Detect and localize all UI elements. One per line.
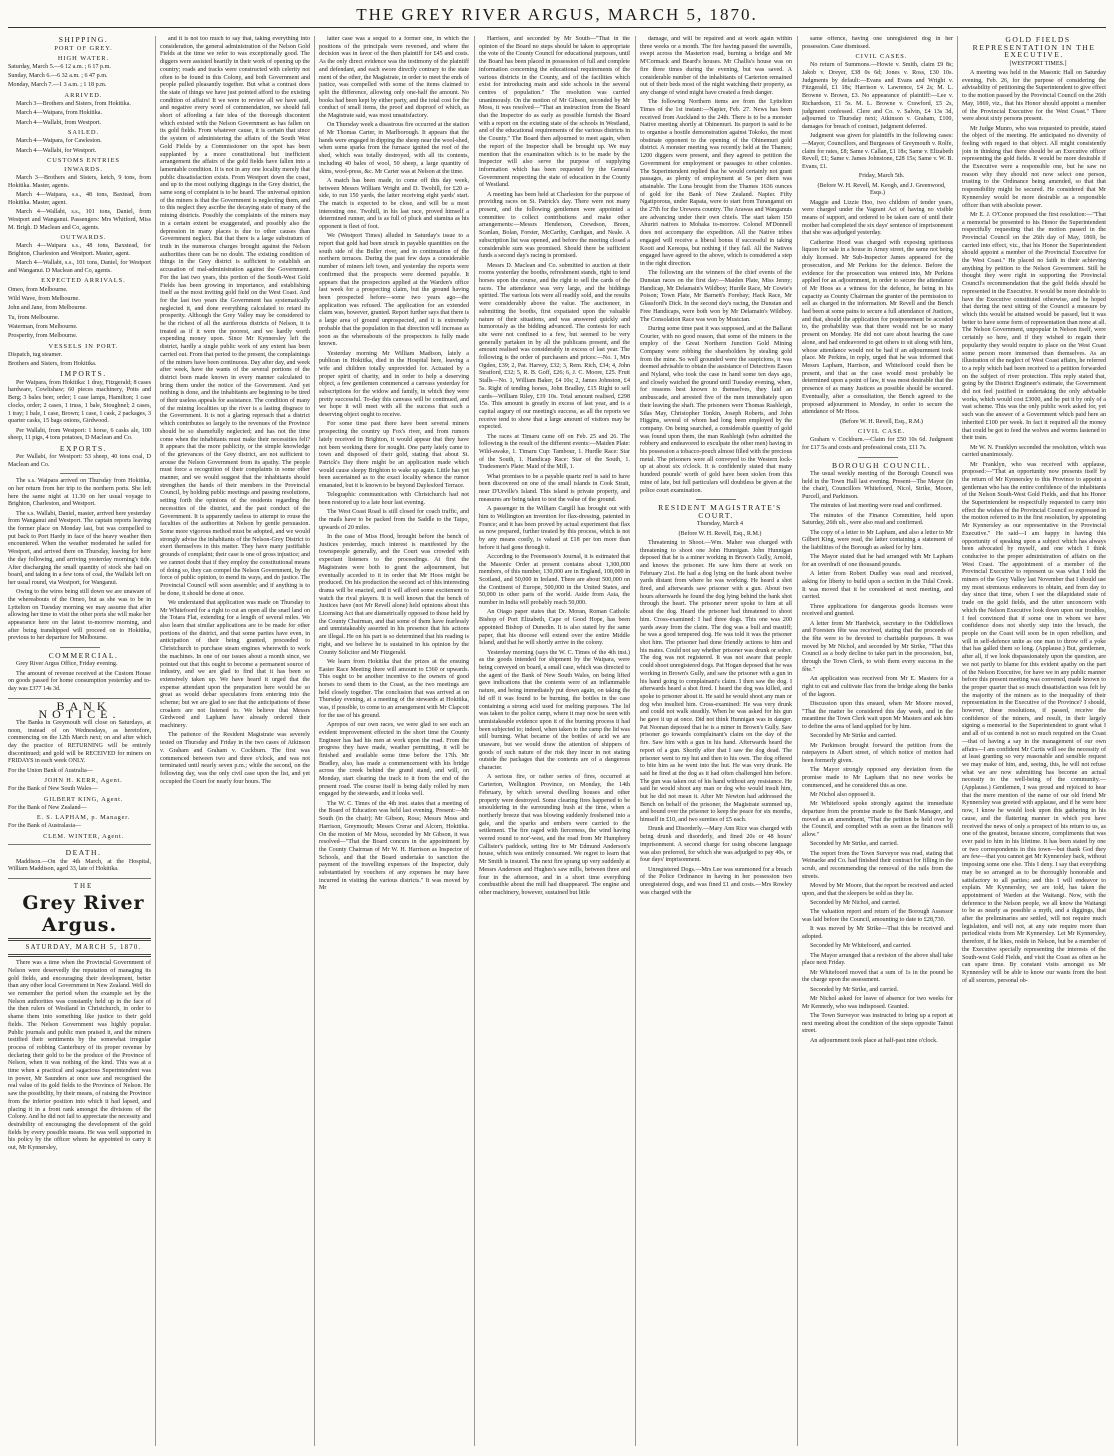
council-minute: The valuation report and return of the Borough Assessor was laid before the Council, amounting to date to £28,730.	[802, 909, 953, 924]
article-paragraph: What promises to be a payable quartz reef is said to have been discovered on one of the small islands in Cook Strait, near D'Urville's Island. This island is private property, and measures are being taken to test the value of the ground.	[479, 473, 630, 503]
column-6	[802, 36, 953, 1448]
bank-signature: For the Bank of Australasia—	[8, 823, 82, 830]
shipping-note: The s.s. Wallabi, Daniel, master, arrived here yesterday from Wanganui and Westport. The captain reports leaving the former place on Monday last, but was compelled to put back to Port Hardy in face of the heavy weather then encountered. When the weather moderated he sailed for Westport, and arrived there on Thursday, leaving for here the day following, and arriving yesterday morning's tide. After discharging the small quantity of stock she had on board, and taking in a few tons of coal, the Wallabi left on her usual round, via Westport, for Wanganui.	[8, 510, 151, 586]
council-minute: An application was received from Mr E. Masters for a right to cut and cultivate flax from the bridge along the banks of the lagoon.	[802, 676, 953, 698]
article-paragraph: Messrs D. Maclean and Co. submitted to auction at their rooms yesterday the booths, refreshment stands, right to tend horses upon the course, and the right to sell the cards of the races. The attendance was very large, and the biddings spirited. The various lots were all readily sold, and the results were considerably above the value. The auctioneer, in submitting the booths, first expatiated upon the valuable nature of their situations, and was answered quickly and humorously as the bidding advanced. The contests for each site were not confined to a few, but seemed to be very generally partaken in by all the publicans present, and the amount realised was considerably in excess of last year. The following is the order of purchasers and prices:—No. 1, Mrs Ogden, £39; 2, Pat. Harvey, £32; 3, Rem. Rich, £34; 4, John Stratford, £32; 5, R. B. Goff, £26; 6, J. C. Moore, £25. Fruit Stalls—No. 1, William Baker, £4 10s; 2, James Johnston, £4 5s. Right of tending horses, John Bradley, £15 Right to sell cards—William Riley, £19 10s. Total amount realised, £298 15s. This amount is greatly in excess of last year, and is a capital augury of our meeting's success, as all the reports we receive tend to show that a large amount of visitors may be expected.	[479, 262, 630, 431]
article-paragraph: Mr Judge Munro, who was requested to preside, stated the object of the meeting. He anticipated no diversity of feeling with regard to that object. All might consistently join in thinking that there should be an Executive officer representing the gold fields. It would be more desirable if the Executive were a responsible one, but he saw no reason why they should not now select one person, trusting to the Ordinance being amended, so that that responsibility might be secured. He considered that Mr Kynnersley would be more desirable as a responsible officer than with absolute power.	[962, 125, 1106, 209]
council-minute: Mr Whitefoord spoke strongly against the immediate departure from the promise made to the Bank Manager, and moved as an amendment, "That the petition be held over by the Council, and complied with as soon as the finances will allow."	[802, 801, 953, 839]
council-minute: Moved by Mr Moore, that the report be received and acted upon, and that the sleepers be sold as they lie.	[802, 883, 953, 897]
commercial-office: Grey River Argus Office, Friday evening.	[16, 661, 118, 668]
outwards-item: March 4—Wallabi, s.s., 101 tons, Daniel, for Westport and Wanganui. D Maclean and Co, agents.	[8, 260, 151, 275]
civil-case: Judgment was given for plaintiffs in the following cases:—Mayor, Councillors, and Burgesses of Greymouth v. Rolfe, claim for rates, £8; Same v. Callan, £1 18s; Same v. Elizabeth Revell, £1; Same v. James Johnstone, £28 15s; Same v. W. B. Evans, £1.	[802, 133, 953, 171]
column-rule	[957, 36, 958, 1446]
article-paragraph: A meeting has been held at Charleston for the purpose of providing races on St. Patrick's day. There were not many present, and the following gentlemen were appointed a committee to collect contributions and make other arrangements:—Messrs Henderson, Crewdson, Breen, Scanlan, Bolan, Forster, McCarthy, Cardigan, and Neale. A subscription list was opened, and before the meeting closed a considerable sum was promised. Should there be sufficient funds a second day's racing is promised.	[479, 191, 630, 260]
article-paragraph: We learn from Hokitika that the prizes at the ensuing Easter Race Meeting there will amount to £360 or upwards. This ought to be another incentive to the owners of good horses to send them to the Coast, as the two meetings are held closely together. The conclusion that was arrived at on Thursday evening, at a meeting of the stewards at Hokitika, was, if possible, to come to an arrangement with Mr Clapcott for the use of his ground.	[319, 658, 469, 719]
council-minute: Mr Nichol also opposed it.	[810, 791, 876, 798]
imports-item: Per Waipara, from Hokitika: 1 dray, Fitzgerald; 8 cases hardware, Cowlishaw; 60 pieces machinery, Potts and Berg; 3 bales beer, order; 1 case lamps, Hamilton; 1 case clocks, order; 2 cases, 1 truss, 1 bale, Stoughnel; 2 cases, 1 tray; 1 bale, 1 case, Brown; 1 case, 1 cask, 2 packages, 3 quarter casks, 15 bags onions, Girdwood.	[8, 379, 151, 425]
divider	[8, 954, 151, 957]
court-case: Drunk and Disorderly.—Mary Ann Rice was charged with being drunk and disorderly, and fined 20s or 48 hours' imprisonment. A second charge for using obscene language was also preferred, for which she was adjudged to pay 40s, or four days' imprisonment.	[640, 826, 792, 864]
article-paragraph: We (Westport Times) alluded in Saturday's issue to a report that gold had been struck in payable quantities on the south side of the Buller river, and in continuation of the northern terraces. During the past few days a considerable number of miners left town, and yesterday the reports were confirmed that the prospects were deemed payable. It appears that the prospectors applied at the Warden's office last week for a prospecting claim, but the ground having been prospected before—some two years ago—the application was refused. The application for an extended claim was, however, granted. Report further says that there is a large area of ground unprospected, and it is extremely probable that the population in that direction will increase as soon as the whereabouts of the prospectors is fully made known.	[319, 233, 469, 348]
shipping-heading: SHIPPING.	[58, 36, 109, 44]
imports-item: Per Wallabi, from Westport: 1 horse, 6 casks ale, 100 sheep, 11 pigs, 4 tons potatoes, D Maclean and Co.	[8, 427, 151, 442]
council-minute: Three applications for dangerous goods licenses were received and granted.	[802, 603, 953, 618]
column-2	[160, 36, 310, 1448]
rmc-date: Thursday, March 4	[696, 521, 744, 528]
civil-case: Graham v. Cockburn.—Claim for £50 10s 6d. Judgment for £17 5s and costs and professional costs, £11 7s.	[802, 437, 953, 451]
column-1	[8, 36, 151, 1448]
expected-item: Omeo, from Melbourne.	[8, 286, 68, 293]
civil-cases-heading: CIVIL CASES.	[855, 53, 908, 60]
sailed-item: March 4—Wallabi, for Westport.	[16, 147, 97, 154]
inwards-item: March 4—Wallabi, s.s., 101 tons, Daniel, from Westport and Wanganui. Passengers: Mrs Whitford, Miss M. Brigh. D Maclean and Co, agents.	[8, 209, 151, 231]
column-3	[319, 36, 469, 1448]
council-minute: It was moved by Mr Strike—That this be received and adopted.	[802, 926, 953, 941]
article-paragraph: Apropos of our own races, we were glad to see such an evident improvement effected in the short time the County Engineer has had his men at work upon the road. From the progress they have made, weather permitting, it will be finished and available some time before the 17th. Mr Bradley, also, has made a commencement with his bridge across the creek behind the grand stand, and will, on Monday, start clearing the track to it from the end of the present road. The course itself is being daily rolled by men engaged by the stewards, and it looks well.	[319, 722, 469, 798]
inwards-item: March 4—Waipara, s.s., 48 tons, Baxtead, from Hokitika. Master, agent.	[8, 192, 151, 207]
article-paragraph: According to the Freemason's Journal, it is estimated that the Masonic Order at present contains about 1,300,000 members, of this number, 130,000 are in England, 100,000 in Scotland, and 50,000 in Ireland. There are about 500,000 on the Continent of Europe, 500,000 in the United States, and 50,000 in other parts of the world. Aside from Asia, the number in India will probably reach 50,000.	[479, 553, 630, 607]
council-minute: Seconded by Mr Nichol, and carried.	[810, 900, 901, 907]
council-minute: The copy of a letter to Mr Lapham, and also a letter to Mr Gilbert King, were read, the latter containing a statement of the liabilities of the Borough as asked for by him.	[802, 529, 953, 551]
council-minute: Seconded by Mr Strike, and carried.	[810, 841, 899, 848]
gold-fields-source: [WESTPORT TIMES.]	[1009, 60, 1067, 67]
article-paragraph: Mr W. N. Franklyn seconded the resolution, which was carried unanimously.	[962, 444, 1106, 459]
vessels-heading: VESSELS IN PORT.	[48, 342, 119, 350]
sailed-item: March 4—Waipara, for Cawleston.	[16, 138, 102, 145]
exports-item: Per Wallabi, for Westport: 53 sheep, 40 tons coal, D Maclean and Co.	[8, 453, 151, 468]
article-paragraph: An Otago paper states that Dr. Moran, Roman Catholic Bishop of Port Elizabeth, Cape of Good Hope, has been appointed Bishop of Dunedin. It is also stated by the same paper, that his diocese will extend over the entire Middle Island, and that he will shortly arrive in the colony.	[479, 609, 630, 647]
article-paragraph: A match has been made, to come off this day week, between Messrs William Wright and D. Twohill, for £20 a-side, to run 150 yards, the latter receiving eight yards' start. The match is expected to be close, and will be a most interesting one. Twohill, in his last race, proved himself a determined runner, and is as full of pluck and stamina as his opponent is fleet of foot.	[319, 177, 469, 231]
exports-heading: EXPORTS.	[59, 443, 108, 453]
masthead-rule	[8, 27, 1106, 28]
court-case: same offence, having one unregistered dog in her possession. Case dismissed.	[802, 36, 953, 50]
article-paragraph: Harrison, and seconded by Mr South—"That in the opinion of the Board no steps should be taken to appropriate the vote of the County Council for educational purposes, until the Board has been placed in possession of full and complete information concerning the educational requirements of the various districts in the County, and of the facilities which exist for introducing main and side schools in the several centres of population." The resolution was carried unanimously. On the motion of Mr Gibson, seconded by Mr Moss, it was resolved—"That an instruction from the Board that the Inspector do as early as possible furnish the Board with a report on the existing state of the schools in Westland, and of the educational requirements of the various districts in the County." The Board then adjourned to meet again, when the report of the Inspector shall be brought up. We may mention that the examination which is to be made by the Inspector will also serve the purpose of supplying information which has been requested by the General Government respecting the state of education in the County of Westland.	[479, 36, 630, 189]
council-minute: Seconded by Mr Strike, and carried.	[810, 986, 899, 993]
shipping-note: Owing to the wires being still down we are unaware of the whereabouts of the Omeo, but as she was to be in Lyttelton on Tuesday morning we may assume that after allowing her time to visit the other ports she will make her appearance here on the latest to-morrow morning, and after being transhipped will proceed on to Hokitika, previous to her departure for Melbourne.	[8, 589, 151, 642]
bank-signature: GILBERT KING, Agent.	[43, 795, 124, 803]
article-paragraph: The races at Timaru came off on Feb. 25 and 26. The following is the result of the different events:—Maiden Plate: Wild-awake, 1. Timaru Cup: Tambour, 1. Hurdle Race: Star of the South, 1. Handicap Race: Star of the South, 1. Tradesmen's Plate: Maid of the Mill, 1.	[479, 433, 630, 471]
council-minute: Discussion upon this ensued, when Mr Moore moved, "That the matter be considered this day week, and in the meantime the Town Clerk wait upon Mr Masters and ask him to define the area of land applied for by him.	[802, 700, 953, 730]
column-5	[640, 36, 792, 1448]
tide-line: Monday, March 7.—1 3 a.m. ; 1 18 p.m.	[8, 82, 107, 89]
council-minute: The Mayor strongly opposed any deviation from the promise made to Mr Lapham that no new works be commenced, and he considered this as one.	[802, 767, 953, 789]
column-rule	[314, 36, 315, 1446]
shipping-note: The s.s. Waipara arrived on Thursday from Hokitika, on her return from her trip to the northern ports. She left here the same night at 11.30 on her usual voyage to Brighton, Charleston, and Westport.	[8, 478, 151, 508]
article-paragraph: Mr E. J. O'Conor proposed the first resolution:—"That a memorial be presented to his Honor the Superintendent respectfully requesting that the motion passed in the Provincial Council on the 26th day of May, 1869, be carried into effect, viz., that his Honor the Superintendent should appoint a member of the Provincial Executive for the West Coast." He placed no faith in their achieving anything by petition to the Nelson Government. Still he thought they were right in supporting the Provincial Council's recommendation that the gold fields should be represented in the Executive. It would be more desirable to have the Executive constituted otherwise, and he hoped that during the next sitting of the Council a measure by which this would be attained would be passed, but it was better to have some form of representation than none at all. The Nelson Government, unpopular in Nelson itself, were certainly so here, and if they wished to regain their popularity they would require to place on the West Coast some person more immersed than themselves. As an illustration of the neglect of West Coast affairs, he referred to a reply which had been received to a petition forwarded on the subject of river protection. This reply stated that, going by the District Engineer's estimate, the Government did not feel justified in undertaking the only advisable works, which would cost £3000, and he put it by only of a vast scheme. This was the only public work asked for, yet such was the answer of a Government which paid here an inherited £100 per week. In fact it required all the money that could be got to feed the wolves and worms fastened to their train.	[962, 211, 1106, 442]
inwards-heading: INWARDS.	[64, 166, 103, 174]
vessel-item: Dispatch, tug steamer.	[8, 351, 63, 358]
expected-item: John and Jane, from Melbourne.	[8, 305, 87, 312]
council-minute: Mr Nichol asked for leave of absence for two weeks for Mr Kennedy, who was indisposed. Granted.	[802, 995, 953, 1010]
column-rule	[474, 36, 475, 1446]
sailed-heading: SAILED.	[67, 128, 100, 136]
council-minute: The report from the Town Surveyor was read, stating that Weinacke and Co. had finished their contract for filling in the scrub, and recommending the removal of the rails from the streets.	[802, 850, 953, 880]
divider	[60, 647, 100, 648]
article-paragraph: The West Coast Road is still closed for coach traffic, and the mails have to be packed from the Saddle to the Taipo, upwards of 20 miles.	[319, 509, 469, 531]
friday-bench: (Before W. H. Revell, Esq., R.M.)	[840, 418, 923, 425]
column-rule	[155, 36, 156, 1446]
paper-name: Grey River Argus.	[22, 892, 145, 937]
council-minute: The Mayor arranged that a revision of the above shall take place next Friday.	[802, 952, 953, 967]
council-minute: The Mayor stated that he had arranged with Mr Lapham for an overdraft of one thousand pounds.	[802, 554, 953, 568]
council-minute: A letter from Robert Dudley was read and received, asking for liberty to build upon a section in the Tidal Creek. It was moved that it be considered at next meeting, and carried.	[802, 571, 953, 601]
council-minute: Seconded by Mr Strike and carried.	[810, 733, 897, 740]
column-7	[962, 36, 1106, 1448]
column-rule	[797, 36, 798, 1446]
borough-council-report	[802, 471, 953, 1046]
court-case: Threatening to Shoot.—Wm. Maher was charged with threatening to shoot one John Hunnigan. John Hunnigan deposed that he is a miner working in Brown's Gully, Arnold, and knows the prisoner. He saw him there at work on February 21st. He had a dog lying on the bank about twelve yards distant from where he was working. He heard a shot fired, and afterwards saw prisoner with a gun. About two hours afterwards he found the dog lying behind the bank shot through the heart. The prisoner never spoke to him at all about the dog. Heard the prisoner had threatened to shoot him. Cross-examined: I had three dogs. This one was 200 yards away from the claim. The dog was a bull and mastiff; he was a good tempered dog. He was told it was the prisoner shot him. The prisoner had done friendly actions to him and his mates. Could not say whether prisoner was drunk or sober. The dog was not registered. It was not aware that people could shoot unregistered dogs. Pat Hogan deposed that he was working in Brown's Gully, and saw the prisoner with a gun in his hand going to complainant's claim. I then saw the dog. I afterwards heard a shot fired. I heard the dog was killed, and spoke to prisoner about it. He said he would shoot any man or dog who insulted him. Cross-examined: He was very drunk and could not walk steadily. When he was asked for his gun he gave it up at once. Did not think Hunnigan was in danger. Pat Noonan deposed that he is a miner in Brown's Gully. Saw prisoner go towards complainant's claim on the day of the fire. Saw him with a gun in his hand. Afterwards heard the report of a gun. Shortly after that I saw the dog dead. The prisoner went to my hut and then to his own. The dog offered to bite him as he went into the hut. He was very drunk. He said he fired at the dog as it had often challenged him before. The gun was taken out of his hand without any resistance. He said he would shoot any man or dog who would insult him, but he did not mean it. After Mr Newton had addressed the Bench on behalf of the prisoner, the Magistrate summed up, and bound over the prisoner to keep the peace for six months, himself in £10, and two sureties of £5 each.	[640, 539, 792, 824]
divider	[8, 878, 151, 879]
council-minute: Mr Whitefoord moved that a sum of 1s in the pound be the charge upon the assessment.	[802, 969, 953, 984]
article-paragraph: Yesterday morning (says the W. C. Times of the 4th inst.) as the goods intended for shipment by the Waipara, were being conveyed on board, a small case, which was directed to the agent of the Bank of New South Wales, on being lifted gave indications that the contents were of an inflammable nature, and being immediately put down again, on taking the lid off it was found to be burning, the bottles in the case containing a strong acid used for melting purposes. The lid was taken to the police camp, where it may now be seen with unmistakeable evidence upon it of the burning process it had been subjected to; indeed, when taken to the camp the lid was still burning. What became of the bottles of acid we are unaware, but we would draw the attention of shippers of goods of such nature of the risk they incur in not stating outside the packages that the contents are of a dangerous character.	[479, 649, 630, 772]
court-case: Maggie and Lizzie Hoo, two children of tender years, were charged under the Vagrant Act of having no visible means of support, and ordered to be taken care of until their mother had completed the six days' sentence of imprisonment that she was adjudged yesterday.	[802, 199, 953, 237]
bank-notice-title: BANK NOTICE.	[38, 698, 121, 721]
bank-signature: For the Bank of New South Wales—	[8, 786, 98, 793]
council-minute: The usual weekly meeting of the Borough Council was held in the Town Hall last evening. Present—The Mayor (in the chair), Councillors Whitefoord, Nicol, Strike, Moore, Purcell, and Parkinson.	[802, 470, 953, 500]
divider	[8, 938, 151, 941]
arrival-item: March 3—Brothers and Sisters, from Hokitika.	[16, 101, 131, 108]
article-paragraph: The patience of the Resident Magistrate was severely tested on Thursday and Friday in the two cases of Atkinson v. Graham and Graham v. Cockburn. The first was commenced between two and three o'clock, and was not terminated until nearly seven p.m.; while the second, on the following day, was the only civil case upon the list, and yet occupied the Court for nearly four hours. The	[160, 732, 310, 785]
divider	[858, 457, 898, 458]
article-paragraph: A meeting was held in the Masonic Hall on Saturday evening, Feb. 26, for the purpose of considering the advisability of petitioning the Superintendent to give effect to the motion passed by the Provincial Council on the 26th May, 1869, viz., that his Honor should appoint a member of the Provincial Executive for the West Coast." There were about sixty persons present.	[962, 70, 1106, 123]
gold-fields-heading: GOLD FIELDS REPRESENTATION IN THE EXECUTIVE.	[972, 36, 1096, 60]
article-paragraph: latter case was a sequel to a former one, in which the positions of the principals were reversed, and where the decision was in favor of the then plaintiff for £45 and costs. As the only direct evidence was the testimony of the plaintiff and defendant, and each swore directly contrary to the state ment of the other, the Magistrate, in order to meet the ends of justice, was compelled with some of the items claimed to split the difference, allowing only one-half the amount. No books had been kept by either party, and the total cost for the conduct of small items, the proof and disproof of which, as the Magistrate said, was most unsatisfactory.	[319, 36, 469, 120]
tide-line: Sunday, March 6.—6 32 a.m. ; 6 47 p.m.	[8, 73, 108, 80]
column-rule	[635, 36, 636, 1446]
high-water-heading: HIGH WATER.	[57, 54, 110, 62]
death-heading: DEATH.	[65, 848, 102, 858]
death-notice: Maddison.—On the 4th March, at the Hospital, William Maddison, aged 33, late of Hokitika.	[8, 858, 151, 873]
civil-case: No return of Summons.—Howie v. Smith, claim £9 8s; Jakob v. Dreyer, £38 0s 6d; Jones v. Ross, £30 10s. Judgments by default:—Evans and Evans and Wright v. Fitzgerald, £1 18s; Harrison v. Lawrence, £4 2s; M. L. Browne v. Brown, £3. No appearance of plaintiff:—Lee v. Richardson, £1 5s. M. L. Browne v. Crawford, £5 2s, judgment confessed. Clere and Co. v. Salvin, £4 13s 3d, adjourned to Thursday next; Atkinson v. Graham, £100, damages for breach of contract, judgment deferred.	[802, 62, 953, 130]
civil-case-heading: CIVIL CASE.	[857, 427, 906, 435]
rmc-heading: RESIDENT MAGISTRATE'S COURT.	[658, 503, 782, 520]
expected-item: Tu, from Melbourne.	[8, 314, 60, 321]
article-paragraph: damage, and will be repaired and at work again within three weeks or a month. The fire having passed the sawmills, swept across the Masterton road, burning a bridge and Mr M'Cormack and Beard's houses. Mr Challis's house was on fire three times during the evening, but was saved. A considerable number of the inhabitants of Carterton remained out of their beds most of the night watching their property, as any change of wind might have created a fresh danger.	[640, 36, 792, 96]
expected-item: Wild Wave, from Melbourne.	[8, 296, 80, 303]
tide-line: Saturday, March 5.—6 12 a.m. ; 6 17 p.m.	[8, 63, 111, 70]
article-paragraph: and it is not too much to say that, taking everything into consideration, the general administration of the Nelson Gold Fields at the time we refer to was exceptionally good. The diggers were assisted heartily in their work of opening up the country; roads and tracks were constructed with celerity not often to be found in this Colony, and both Government and people pulled pleasantly together. But what a contrast does the state of things we have just pointed afford to the existing condition of affairs! It we were to review all we have said, and negative every word of commendation, we should fall short of affording a fair idea of the thorough discontent which existed with the Nelson Government as has fallen on its gold fields. From whatever cause, it is certain that since the system of administering the affairs of the South West Gold Fields by a Commissioner on the spot has been supplanted by a more constitutional but inefficient arrangement the affairs of the gold fields have fallen into a lamentable condition. It is not in any one locality merely that public dissatisfaction exists. From Westport down the coast, and up to the most outlying diggings in the Grey district, the same song of complaint is to be heard. The universal opinion of the miners is that the Government is neglecting them, and to this neglect they ascribe the decaying state of many of the mining districts. Possibly the complaints of the miners may in a certain extent be exaggerated, and possibly also the depression in many places is due to other causes than Government neglect. But that there is a large substratum of truth in the numerous charges brought against the Nelson authorities there can be no doubt. The existing condition of things in the Grey district is sufficient to establish an accusation of mal-administration against the Government. For the last two years, this portion of the South-West Gold Fields has been growing in importance, and establishing itself as the most inviting gold field on the West Coast. And for the last two years the Government has systematically neglected it, and done everything calculated to retard its prosperity. Although the Grey Valley may be considered to be the richest of all the auriferous districts of Nelson, it is treated as if it were the poorest, and we hardly worth expending money upon. Since Mr Kynnersley left the district, hardly a single public work of any extent has been carried out. From that period to the present, the complainings of the miners have been continuous. Day after day, and week after week, have the wants of the several portions of the district been made known in every manner calculated to bring them under the notice of the Government. And yet nothing is done, and the inhabitants are beginning to be tired of their useless appeals for assistance. The condition of many of the mining localities up the river is a lasting disgrace to the Government. It is not a glaring reproach that a district which contributes so largely to the revenues of the Province should be so shamefully neglected; and has not the time come when the inhabitants must make their necessities felt? It appears that the more publicity, or the simple knowledge of the grievances of the Grey district, are not sufficient to arouse the Nelson Government from its apathy. The people must force a recognition of their complaints in some other manner, and we would suggest that the inhabitants should strengthen the hands of their members in the Provincial Council, by holding public meetings and passing resolutions, setting forth the opinions of the residents regarding the necessities of the district, and the past conduct of the Government. It is apparently useless to attempt to rouse the faculties of the authorities at Nelson by gentle persuasion. Some more vigorous method must be adopted, and we would strongly advise the inhabitants of the Nelson-Grey District to exert themselves in this matter. They have many justifiable grounds of complaint; their case is one of gross injustice; and we cannot doubt that if they employ the constitutional means of doing so, they can compel the Nelson Government, by the force of public opinion, to mend its ways, and do justice. The Provincial Council will soon assemble; and if anything is to be done, it should be done at once.	[160, 36, 310, 597]
article-paragraph: Mr Franklyn, who was received with applause, proposed:—"That an opportunity now presents itself by the return of Mr Kynnersley to this Province to appoint a gentleman who has the entire confidence of the inhabitants of the Nelson South-West Gold Fields, and that his Honor the Superintendent be respectfully requested to carry into effect the wishes of the Provincial Council so expressed in the motion referred to in the first resolution, by appointing Mr Kynnersley as our representative in the Provincial Executive." He said—I am happy in having this opportunity of speaking upon a subject which has always been advocated by myself, and one which I think conducive to the proper administration of affairs on the West Coast. The appointment of a member of the Provincial Executive to represent us was what I told the miners of the Grey Valley last November that I should use my most strenuous endeavors to obtain, and from day to day since that time, when I see the dilapidated state of trade on the gold fields, and the utter unconcern with which the Nelson Executive look down upon our troubles, I feel convinced that if some one in whom we have confidence does not shortly step into the breach, the people on the Coast will soon be in open rebellion, and will in self-defence unite as one man to throw off a yoke that has galled them so long. (Applause.) But, gentlemen, after all, if we look dispassionately upon the question, are we not partly to blame for this evident apathy on the part of the Nelson Executive, for have we in any public manner before this present meeting was convened, made known to the proper quarter that so much dissatisfaction was felt by the majority of the miners as to the inequality of their representation in the Executive of the Province? I should, however, these resolutions, if passed, receive the confidence of the miners, and result, in their largely signing a memorial to the Superintendent to grant what I and all of us contend is not so much required on the Coast—that of having a say in the management of our own affairs—I am confident Mr Curtis will see the necessity of at least granting so very reasonable and sensible request we may make of him, and, seeing, this, he will not refuse what we are now submitting has become an actual necessity to the well-being of the community.—(Applause.) Gentlemen, I was proud and rejoiced to hear that the mere mention of the name of our old friend Mr Kynnersley was greeted with applause, and if he were here now, I know he would look upon this gathering in his cause, and the flattering manner in which you have received the news of only a prospect of his return to us, as one of the greatest, because sincere, compliments that was ever paid to him in his lifetime. It has been stated by one or two correspondents in this town—but thank God they are few—that you cannot get Mr Kynnersley back, without imposing some one else. This I deny. I say that everything may be so arranged as to be thoroughly honorable and satisfactory to all parties; and this I will endeavor to explain. Mr Kynnersley, we are told, has taken the appointment of Warden at the Waitangi. Now, with the deference to the Nelson people, we all know the Waitangi to be as nearly as possible a myth, and a diggings, that after the preliminaries are settled, will not require much legislation, and will not, at any rate require more than periodical visits from Mr Kynnersley. Let Mr Kynnersley, therefore, if he likes, reside in Nelson, but be a member of the Executive specially representing the interests of the South-west Gold Fields, and visit the Coast as often as he can spare time. By constant visits amongst us Mr Kynnersley will be able to know our wants from the best of all sources, personal ob-	[962, 461, 1106, 984]
commercial-text: The amount of revenue received at the Custom House on goods passed for home consumption yesterday and to-day was £377 14s 3d.	[8, 670, 151, 693]
article-paragraph: We understand that application was made on Thursday to Mr Whitefoord for a right to cut an open all the snarl land on the Totara Flat, extending for a length of several miles. We also learn that similar applications are to be made for other portions of the district, and that some parties have even, in anticipation of their being granted, proceeded to Christchurch to purchase steam engines wherewith to work the machines. In one of our issues about a month since, we pointed out that this ought to become a permanent source of industry, and we are glad to find that it has been so extensively taken up. We have heard it urged that the expense attendant upon the preparation here would be so great as would debar speculators from entering into the scheme; but we are glad to see that the anticipations of these croakers are not listened to. We believe that Messrs Girdwood and Lapham have already ordered their machinery.	[160, 599, 310, 730]
leader-article: There was a time when the Provincial Government of Nelson were deservedly the reputation of managing its gold fields, and encouraging their development, better than any other local Government in New Zealand. Well do we remember the period when the example set by the Nelson authorities was constantly held up in the face of the then rulers of Westland in Christchurch, in order to shame them into something like justice to their gold fields. The Nelson Government was highly popular. Public journals and public men praised it, and the miners testified their sentiments by the somewhat irregular process of robbing Canterbury of its proper revenue by declaring their gold to be the produce of the Province of Nelson, when it was nothing of the kind. This was at a time when a practical and sagacious Superintendent was in power, Mr Saunders at once saw and recognised the real value of its gold fields to the Province of Nelson. He saw the possibility, by their means, of raising the Province from the inferior position into which it had lapsed, and placing it in a front rank amongst the divisions of the Colony. And he did not fail to appreciate the necessity and desirability of encouraging the development of the gold fields by every possible means. He was well supported in his policy by the officer whom he appointed to carry it out, Mr Kynnersley,	[8, 960, 151, 1152]
arrived-heading: ARRIVED.	[64, 91, 103, 99]
article-paragraph: A passenger in the William Cargill has brought out with him to Wellington an invention for flax-dressing, patented in France; and it has been proved by actual experiment that flax as now prepared, further treated by this process, which is not by any means costly, is valued at £18 per ton more than before it had gone through it.	[479, 506, 630, 551]
divider	[8, 844, 151, 845]
expected-item: Waterman, from Melbourne.	[8, 323, 78, 330]
masthead: THE GREY RIVER ARGUS, MARCH 5, 1870.	[356, 5, 758, 24]
bank-signature: E. S. LAPHAM, p. Manager.	[36, 814, 131, 822]
expected-item: Prosperity, from Melbourne.	[8, 333, 78, 340]
article-paragraph: Yesterday morning Mr William Madison, lately a publican in Hokitika, died in the Hospital here, leaving a wife and children totally unprovided for. Actuated by a proper spirit of charity, and in order to help a deserving object, a few gentlemen commenced a canvass yesterday for subscriptions for the widow and family, in which they were pretty successful. To-day this canvass will be continued, and we hope it will meet with all the success that such a deserving object ought to receive.	[319, 350, 469, 419]
article-paragraph: The W. C. Times of the 4th inst. states that a meeting of the Board of Education was held last evening. Present:—Mr South (in the chair); Mr Gibson, Ross; Messrs Moss and Harrison, Greymouth; Messrs Crerar and Alcorn, Hokitika. On the motion of Mr Moss, seconded by Mr Gibson, it was resolved—"That the Board concurs in the appointment by the County Chairman of Mr W. H. Harrison as Inspector of Schools, and that the Board undertake to sanction the payment of the travelling expenses of the Inspector, duly substantiated by vouchers of any expenses he may have incurred in visiting the various districts." It was moved by Mr	[319, 800, 469, 892]
arrival-item: March 4—Waipara, from Hokitika.	[16, 110, 102, 117]
paper-the: THE	[73, 882, 94, 891]
court-case: Unregistered Dogs.—Mrs Lee was summoned for a breach of the Police Ordinance in having in her possession two unregistered dogs, and was fined £1 and costs.—Mrs Rowley was charged with the	[640, 866, 792, 896]
outwards-item: March 4—Waipara s.s., 48 tons, Baxstead, for Brighton, Charleston and Westport. Master, agent.	[8, 243, 151, 258]
council-minute: A letter from Mr Hardwick, secretary to the Oddfellows and Foresters fête was received, stating that the proceeds of the fête were to be devoted to charitable purposes. It was moved by Mr Nichol, and seconded by Mr Strike, "That this Council as a body decline to take part in the procession, but, through the Town Clerk, to wish them every success in the fête."	[802, 620, 953, 673]
bank-notice-text: The Banks in Greymouth will close on Saturdays, at noon, instead of on Wednesdays, as heretofore, commencing on the 12th March next; on and after which day the practice of RETURNING will be entirely discontinued; and gold will be RECEIVED for miners on FRIDAYS in each week ONLY.	[8, 719, 151, 765]
council-minute: The Town Surveyor was instructed to bring up a report at next meeting about the condition of the steps opposite Tainui street.	[802, 1012, 953, 1035]
divider	[60, 473, 100, 474]
arrival-item: March 4—Wallabi, from Westport.	[16, 119, 102, 126]
friday-date: Friday, March 5th.	[858, 173, 905, 180]
friday-bench: (Before W. H. Revell, M. Keogh, and J. Greenwood, Esqs.)	[817, 182, 946, 197]
commercial-heading: COMMERCIAL.	[48, 651, 119, 661]
article-paragraph: In the case of Miss Hood, brought before the bench of Justices yesterday, much interest is manifested by the townspeople generally, and the Court was crowded with expectant listeners to the proceedings. At first the Magistrates were both to grant the adjournment, but eventually acceded to it in order that Mr Hoos might be produced. On his production the second act of this interesting drama will be enacted, and it will afford some excitement to watch the rival players. It is well known that the bench of Justices have (not Mr Revell alone) held opinions about this Licensing Act that are diametrically opposed to those held by the County Chairman, and that some of them have fearlessly and unmistakeably asserted in his presence that his actions are illegal. He on his part is so determined that his reading is right, and we believe he is sustained in his opinion by the County Solicitor and Mr Fitzgerald.	[319, 534, 469, 656]
vessel-item: Brothers and Sisters, from Hokitika.	[8, 361, 97, 368]
borough-council-heading: BOROUGH COUNCIL.	[831, 460, 932, 470]
council-minute: An adjournment took place at half-past nine o'clock.	[810, 1037, 938, 1044]
bank-signature: For the Union Bank of Australia—	[8, 767, 93, 774]
bank-signature: CLEM. WINTER, Agent.	[43, 832, 124, 840]
article-paragraph: The following Northern items are from the Lyttelton Times of the 1st instant:—Napier, Feb. 27. News has been received from Auckland to the 24th. There is to be a monster Native meeting shortly at Ohinemuri. Its purport is said to be to organise a hostile demonstration against Tokoko, the most obstinate opponent to the opening of the Ohinemuri gold district. A monster meeting was recently held at the Thames; 1200 diggers were present, and they agreed to petition the Government for employment or passages to other colonies. The Superintendent replied that he would certainly not grant passages, as plenty of employment at 5s per diem was attainable. The Luna brought from the Thames 1636 ounces of gold for the Bank of New Zealand. Napier. Fifty Ngatiporous, under Rapata, were to start from Turanganui on the 27th for the Urewera country. The Arawas and Wanganuis are advancing under their own chiefs. The start taken 150 Ahuriri natives to Mohaka to-morrow. Colonel M'Donnell does not accompany the expedition. All the Native tribes engaged will receive a liberal bonus if successful in taking Kooti and Kereopa, but nothing if they fail. All the Natives engaged have agreed to the above, which is considered a step in the right direction.	[640, 99, 792, 267]
court-case: Catherine Hood was charged with exposing spirituous liquors for sale in a house in Arney street, the same not being duly licensed. Mr Sub-Inspector James appeared for the prosecution, and Mr Perkins for the defence. Before the evidence for the prosecution was entered into, Mr Perkins applied for an adjournment, in order to secure the attendance of Mr Hoos as a witness for the defence, he being in his capacity as County Chairman the granter of the permission to sell as charged in the information. Mr Revell and the Bench had been at some pains to secure a full attendance of Justices, and that, should the application for postponement be acceded to, the probability was that there would not be so many present on Monday. He did not care about hearing the case alone, and had endeavored to get others to sit along with him, whose attendance would not be had if an adjournment took place. Mr Perkins, in reply, urged that he was informed that Messrs Lapham, Harrison, and Whitefoord could then be present, and that as the case would most probably be determined upon a point of law, it was most desirable that the presence of as many Justices as possible should be secured. Eventually, after a consultation, the Bench agreed to the proposed adjournment to Monday, in order to secure the attendance of Mr Hoos.	[802, 239, 953, 416]
expected-heading: EXPECTED ARRIVALS.	[41, 277, 126, 285]
port-heading: PORT OF GREY.	[54, 45, 113, 53]
council-minute: Seconded by Mr Whitefoord, and carried.	[810, 943, 912, 950]
article-paragraph: Telegraphic communication with Christchurch had not been restored up to a late hour last evening.	[319, 492, 469, 507]
article-paragraph: On Thursday week a disastrous fire occurred at the station of Mr Thomas Carter, in Marlborough. It appears that the hands were engaged in dipping the sheep near the wool-shed, when some sparks from the furnace ignited the roof of the shed, which was totally destroyed, with all its contents, including 40 bales of wool, 50 sheep, a large quantity of skins, wool-press, &c. Mr Carter was at Nelson at the time.	[319, 122, 469, 175]
bank-signature: JOHN H. KERR, Agent.	[44, 777, 123, 784]
bank-signature: For the Bank of New Zealand—	[8, 804, 87, 811]
outwards-heading: OUTWARDS.	[60, 234, 107, 242]
article-paragraph: During some time past it was supposed, and at the Ballarat Courier, with no good reason, that some of the miners in the employ of the Great Northern Junction Gold Mining Company were robbing the shareholders by stealing gold from the mine. So well grounded were the suspicions, it was deemed advisable to obtain the assistance of Detectives Eason and Nyland, who took the case in hand some ten days ago, and closely watched the ground until Tuesday evening, when, for reasons best known to themselves, they laid an ambuscade, and arrested five of the men immediately upon their leaving the shaft. The prisoners were Thomas Rashleigh, Silas May, Christopher Tonkin, Joseph Roberts, and John Higgins, several of whom had long been employed by the company. On being searched, a considerable quantity of gold was found upon them, the man Rashleigh (who admitted the robbery and endeavored to exculpate the other men) having in his possession a tobacco-pouch almost filled with the precious metal. The prisoners were all conveyed to the Western lock-up at about six o'clock. It is confidently stated that many hundred pounds' worth of gold have been stolen from this mine of late, but full particulars will doubtless be given at the police court examination.	[640, 325, 792, 494]
article-paragraph: The following are the winners of the chief events of the Dunstan races on the first day:—Maiden Plate, Miss Jenny; Handicap, Mr Delamain's Wildboy; Hurdle Race, Mr Cowie's Poison; Town Plate, Mr Barnett's Forebay; Hack Race, Mr Glassford's Dick. In the second day's racing, the Dunstan and Free Handicaps, were both won by Mr Delamain's Wildboy. The Consolation Race was won by Musician.	[640, 270, 792, 323]
article-paragraph: A serious fire, or rather series of fires, occurred at Carterton, Wellington Province, on Monday, the 14th February, by which several dwelling houses and other property were destroyed. Some clearing fires happened to be smouldering in the surrounding bush at the time, when a northerly breeze that was blowing suddenly freshened into a gale, and the sparks and embers were carried to the settlement. The fire raged with fierceness, the wind having veered round to nor'-west, and the road from Mr Humphrey Callister's paddock, setting fire to Mr Edmund Anderson's house, which was entirely consumed. We regret to learn that Mr Smith is insured. The next fire sprang up very suddenly at Messrs Anderson and Hughes's saw mills, between three and four in the afternoon, and in a short time everything combustible about the mill had disappeared. The engine and other machinery, however, sustained but little	[479, 774, 630, 896]
customs-heading: CUSTOMS ENTRIES	[47, 156, 120, 164]
inwards-item: March 3—Brothers and Sisters, ketch, 9 tons, from Hokitika. Master, agents.	[8, 175, 151, 190]
council-minute: The minutes of last meeting were read and confirmed.	[810, 503, 942, 510]
imports-heading: IMPORTS.	[60, 369, 107, 379]
council-minute: Mr Parkinson brought forward the petition from the ratepayers in Albert street, of which notice of motion had been formerly given.	[802, 742, 953, 764]
rmc-bench: (Before W. H. Revell, Esq., R.M.)	[678, 530, 762, 537]
divider	[696, 499, 736, 500]
paper-dateline: SATURDAY, MARCH 5, 1870.	[25, 944, 142, 952]
article-paragraph: For some time past there have been several miners prospecting the country up Fox's river, and from rumors lately received in Brighton, it would appear that they have not been working there for nought. One party lately came to town and disposed of their gold, stating that about St. Patrick's Day there might be an application made which would cause sleepy Brighton to wake up again. Little has yet been ascertained as to the exact locality whence the rumor emanated, but it is known to be beyond Daylesford Terrace.	[319, 421, 469, 490]
council-minute: The minutes of the Finance Committee, held upon Saturday, 26th ult., were also read and confirmed.	[802, 512, 953, 527]
column-4	[479, 36, 630, 1448]
